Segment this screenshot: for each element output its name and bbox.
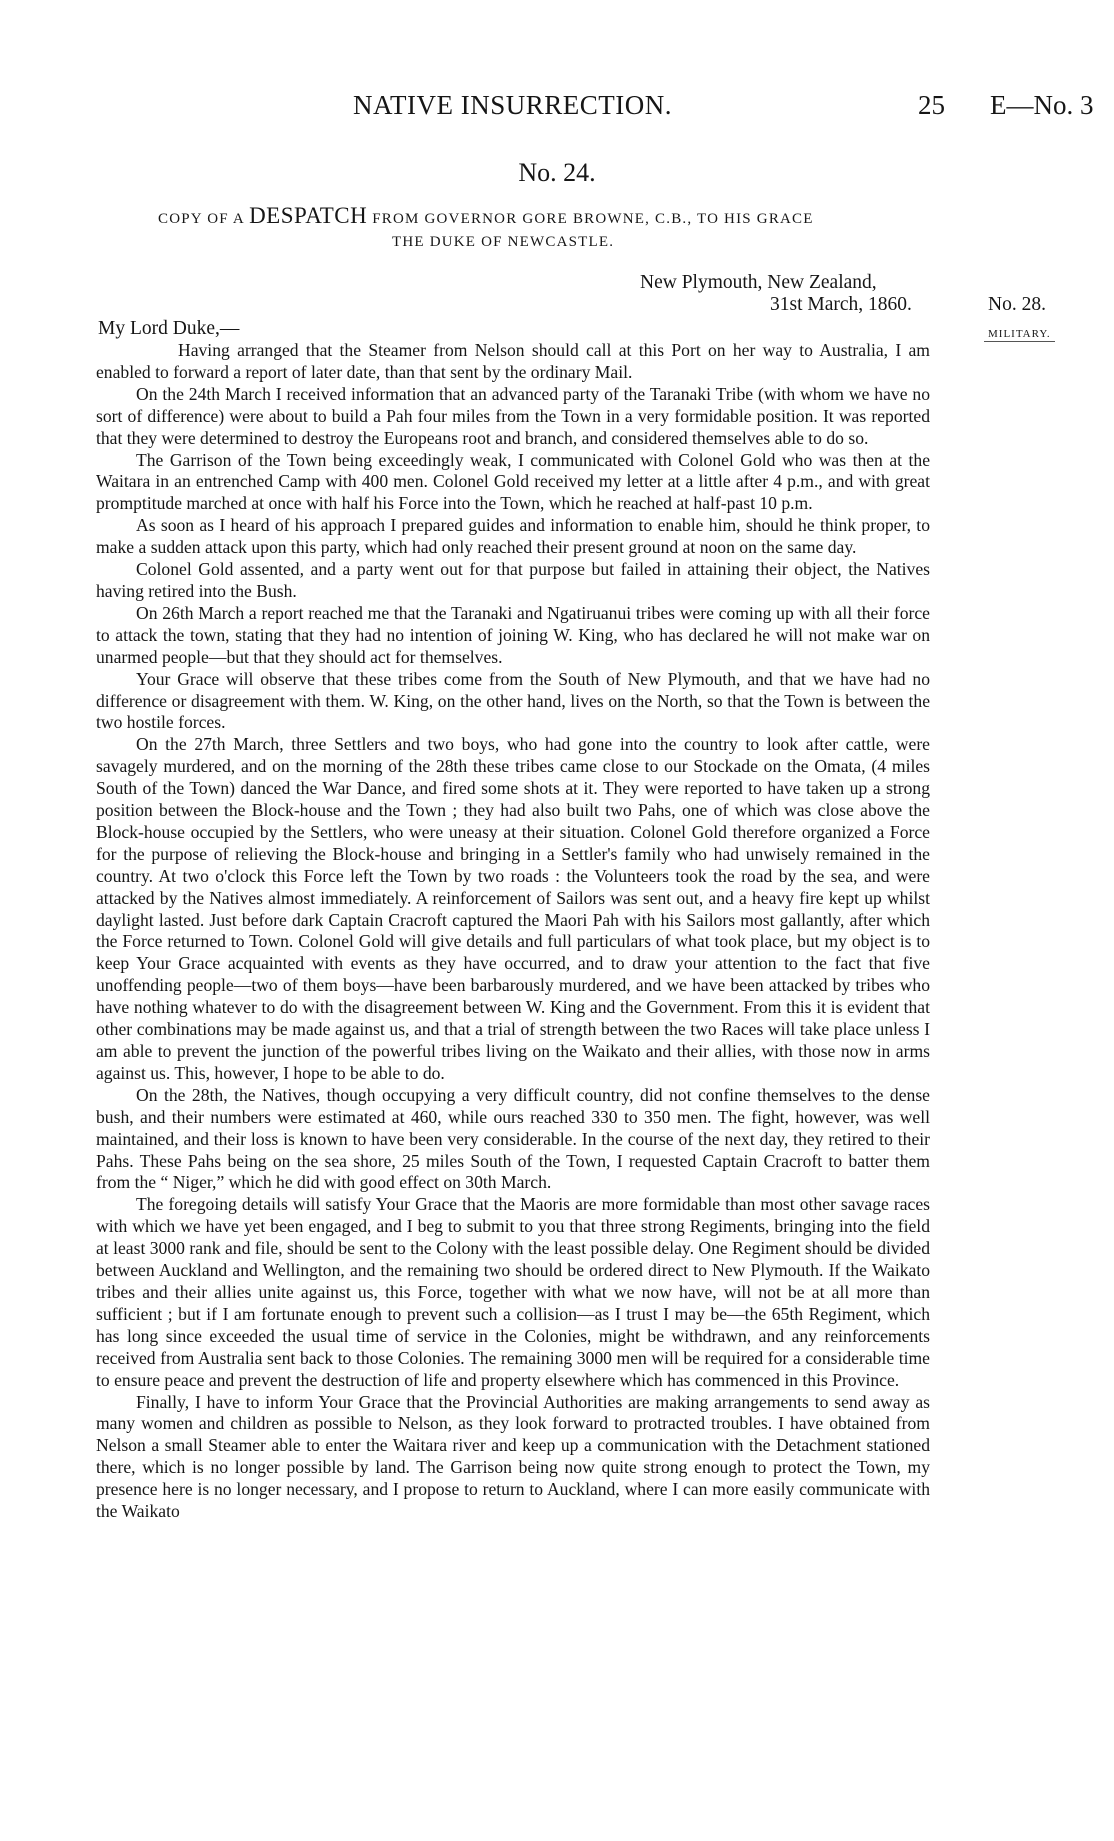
despatch-caption-line2: THE DUKE OF NEWCASTLE. (392, 234, 615, 250)
paragraph: As soon as I heard of his approach I prepared guides and information to enable him, should he think proper, to make a sudden attack upon this party, which had only reached their present ground at noon on the same day. (96, 515, 930, 558)
despatch-caption (158, 203, 814, 229)
document-number: No. 24. (518, 158, 596, 187)
paragraph: Having arranged that the Steamer from Nelson should call at this Port on her way to Australia, I am enabled to forward a report of later date, than that sent by the ordinary Mail. (96, 340, 930, 382)
running-title: NATIVE INSURRECTION. (353, 90, 672, 120)
paragraph: Finally, I have to inform Your Grace that the Provincial Authorities are making arrangements to send away as many women and children as possible to Nelson, as they look forward to protracted troubles. I have obtained from Nelson a small Steamer able to enter the Waitara river and keep up a communication with the Detachment stationed there, which is no longer possible by land. The Garrison being now quite strong enough to protect the Town, my presence here is no longer necessary, and I propose to return to Auckland, where I can more easily communicate with the Waikato (96, 1391, 930, 1522)
running-header (0, 90, 1114, 130)
paragraph: Colonel Gold assented, and a party went out for that purpose but failed in attaining their object, the Natives having retired into the Bush. (96, 559, 930, 601)
paragraph: The Garrison of the Town being exceedingly weak, I communicated with Colonel Gold who was then at the Waitara in an entrenched Camp with 400 men. Colonel Gold received my letter at a little after 4 p.m., and with great promptitude marched at once with half his Force into the Town, which he reached at half-past 10 p.m. (96, 449, 930, 514)
caption-prefix: COPY OF A (158, 211, 245, 227)
paragraph: On 26th March a report reached me that the Taranaki and Ngatiruanui tribes were coming up with all their force to attack the town, stating that they had no intention of joining W. King, who has declared he will not make war on unarmed people—but that they should act for themselves. (96, 602, 930, 667)
caption-rest: FROM GOVERNOR GORE BROWNE, C.B., TO HIS GRACE (372, 211, 814, 227)
dateline-place: New Plymouth, New Zealand, (640, 272, 877, 293)
letter-body (96, 340, 930, 1810)
paragraph: The foregoing details will satisfy Your Grace that the Maoris are more formidable than most other savage races with which we have yet been engaged, and I beg to submit to you that three strong Regiments, bringing into the field at least 3000 rank and file, should be sent to the Colony with the least possible delay. One Regiment should be divided between Auckland and Wellington, and the remaining two should be ordered direct to New Plymouth. If the Waikato tribes and their allies unite against us, this Force, together with what we now have, will not be at all more than sufficient ; but if I am fortunate enough to prevent such a collision—as I trust I may be—the 65th Regiment, which has long since exceeded the usual time of service in the Colonies, might be withdrawn, and any reinforcements received from Australia sent back to those Colonies. The remaining 3000 men will be required for a considerable time to ensure peace and prevent the destruction of life and property elsewhere which has commenced in this Province. (96, 1194, 930, 1390)
dateline-date: 31st March, 1860. (770, 294, 912, 315)
caption-main: DESPATCH (249, 203, 368, 228)
page-number: 25 (918, 90, 945, 120)
series-reference: E—No. 3 (990, 90, 1094, 120)
paragraph: On the 27th March, three Settlers and two boys, who had gone into the country to look after cattle, were savagely murdered, and on the morning of the 28th these tribes came close to our Stockade on the Omata, (4 miles South of the Town) danced the War Dance, and fired some shots at it. They were reported to have taken up a strong position between the Block-house and the Town ; they had also built two Pahs, one of which was close above the Block-house occupied by the Settlers, who were uneasy at their situation. Colonel Gold therefore organized a Force for the purpose of relieving the Block-house and bringing in a Settler's family who had unwisely remained in the country. At two o'clock this Force left the Town by two roads : the Volunteers took the road by the sea, and were attacked by the Natives almost immediately. A reinforcement of Sailors was sent out, and a heavy fire kept up whilst daylight lasted. Just before dark Captain Cracroft captured the Maori Pah with his Sailors most gallantly, after which the Force returned to Town. Colonel Gold will give details and full particulars of what took place, but my object is to keep Your Grace acquainted with events as they have occurred, and to draw your attention to the fact that five unoffending people—two of them boys—have been barbarously murdered, and we have been attacked by tribes who have nothing whatever to do with the disagreement between W. King and the Government. From this it is evident that other combinations may be made against us, and that a trial of strength between the two Races will take place unless I am able to prevent the junction of the powerful tribes living on the Waikato and their allies, with those now in arms against us. This, however, I hope to be able to do. (96, 734, 930, 1083)
paragraph: On the 28th, the Natives, though occupying a very difficult country, did not confine themselves to the dense bush, and their numbers were estimated at 460, while ours reached 330 to 350 men. The fight, however, was well maintained, and their loss is known to have been very considerable. In the course of the next day, they retired to their Pahs. These Pahs being on the sea shore, 25 miles South of the Town, I requested Captain Cracroft to batter them from the “ Niger,” which he did with good effect on 30th March. (96, 1084, 930, 1193)
salutation: My Lord Duke,— (98, 318, 240, 339)
margin-enclosure-number: No. 28. (988, 294, 1046, 315)
paragraph: Your Grace will observe that these tribes come from the South of New Plymouth, and that we have had no difference or disagreement with them. W. King, on the other hand, lives on the North, so that the Town is between the two hostile forces. (96, 668, 930, 733)
margin-subject-label: MILITARY. (984, 328, 1055, 342)
paragraph: On the 24th March I received information that an advanced party of the Taranaki Tribe (with whom we have no sort of difference) were about to build a Pah four miles from the Town in a very formidable position. It was reported that they were determined to destroy the Europeans root and branch, and considered themselves able to do so. (96, 383, 930, 448)
